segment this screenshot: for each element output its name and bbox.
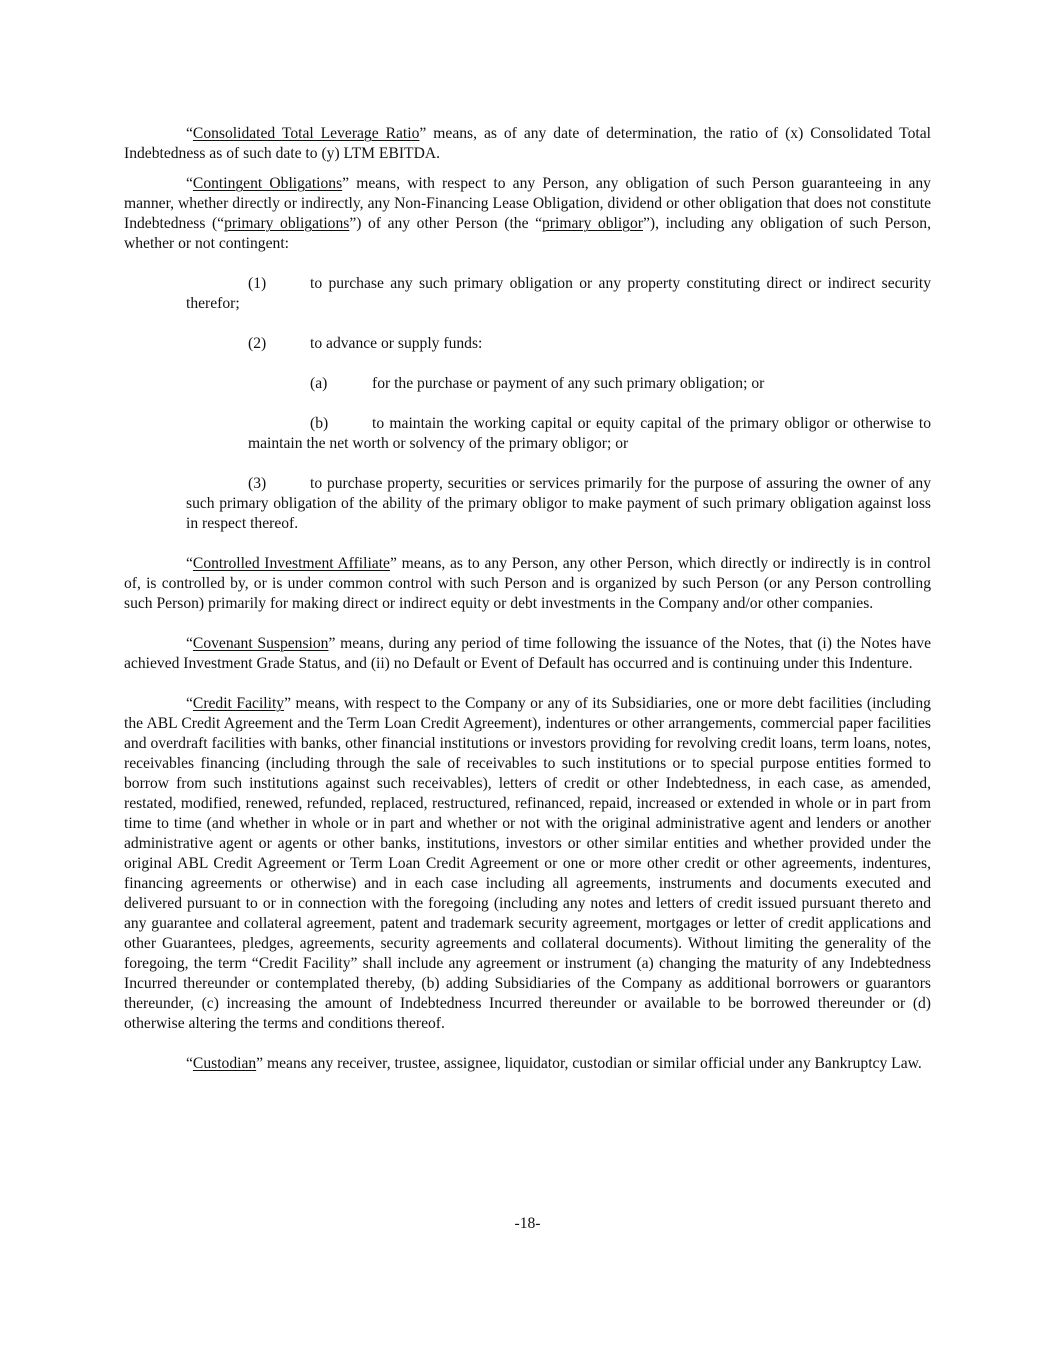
defined-term: Contingent Obligations [192,175,343,192]
clause-text: for the purchase or payment of any such primary obligation; or [372,375,765,392]
open-quote: “ [186,1055,193,1072]
clause-2 [186,334,931,354]
defined-term: Covenant Suspension [192,635,329,652]
definition-text: ” means, with respect to the Company or any of its Subsidiaries, one or more debt facilities (including the ABL Credit Agreement and the Term Loan Credit Agreement), indentures or other arrangements, commercial paper facilities and overdraft facilities with banks, other financial institutions or investors providing for revolving credit loans, term loans, notes, receivables financing (including through the sale of receivables to such institutions or to special purpose entities formed to borrow from such institutions against such receivables), letters of credit or other Indebtedness, in each case, as amended, restated, modified, renewed, refunded, replaced, restructured, refinanced, repaid, increased or extended in whole or in part from time to time (and whether in whole or in part and whether or not with the original administrative agent and lenders or another administrative agent or agents or other banks, institutions, investors or other similar entities and whether provided under the original ABL Credit Agreement or Term Loan Credit Agreement or one or more other credit or other agreements, indentures, financing agreements or otherwise) and in each case including all agreements, instruments and documents executed and delivered pursuant to or in connection with the foregoing (including any notes and letters of credit issued pursuant thereto and any guarantee and collateral agreement, patent and trademark security agreement, mortgages or letter of credit applications and other Guarantees, pledges, agreements, security agreements and collateral documents). Without limiting the generality of the foregoing, the term “Credit Facility” shall include any agreement or instrument (a) changing the maturity of any Indebtedness Incurred thereunder or contemplated thereby, (b) adding Subsidiaries of the Company as additional borrowers or guarantors thereunder, (c) increasing the amount of Indebtedness Incurred thereunder or available to be borrowed thereunder or (d) otherwise altering the terms and conditions thereof. [124,695,931,1032]
clause-label: (2) [248,335,267,352]
definition-text: ” means, as of any date of determination, the ratio of (x) Consolidated Total Indebtedness as of such date to (y) LTM EBITDA. [124,125,931,162]
definition-text: ” means, as to any Person, any other Person, which directly or indirectly is in control of, is controlled by, or is under common control with such Person and is organized by such Person (or any Person controlling such Person) primarily for making direct or indirect equity or debt investments in the Company and/or other companies. [124,555,931,612]
definition-consolidated-total-leverage-ratio [124,124,931,164]
defined-term: Consolidated Total Leverage Ratio [192,125,420,142]
open-quote: “ [186,555,193,572]
document-body [124,124,931,1074]
definition-text: ”), including any obligation of such Person, whether or not contingent: [124,215,931,252]
definition-credit-facility [124,694,931,1034]
clause-2b [248,414,931,454]
clause-text: to purchase property, securities or services primarily for the purpose of assuring the owner of any such primary obligation of the ability of the primary obligor to make payment of such primary obligation against loss in respect thereof. [186,475,931,532]
clause-3 [186,474,931,534]
clause-label: (1) [248,275,267,292]
clause-text: to advance or supply funds: [310,335,483,352]
clause-text: to purchase any such primary obligation or any property constituting direct or indirect security therefor; [186,275,931,312]
definition-text: ” means, during any period of time following the issuance of the Notes, that (i) the Notes have achieved Investment Grade Status, and (ii) no Default or Event of Default has occurred and is continuing under this Indenture. [124,635,931,672]
defined-term-primary-obligations: primary obligations [224,215,350,232]
page-number: -18- [514,1215,541,1232]
definition-custodian [124,1054,931,1074]
definition-text: ” means any receiver, trustee, assignee, liquidator, custodian or similar official under any Bankruptcy Law. [256,1055,922,1072]
clause-2a [248,374,931,394]
defined-term: Custodian [192,1055,257,1072]
open-quote: “ [186,695,193,712]
defined-term: Controlled Investment Affiliate [192,555,390,572]
definition-text: ” means, with respect to any Person, any obligation of such Person guaranteeing in any manner, whether directly or indirectly, any Non-Financing Lease Obligation, dividend or other obligation that does not constitute Indebtedness (“ [124,175,931,232]
open-quote: “ [186,635,193,652]
clause-label: (b) [310,415,329,432]
defined-term-primary-obligor: primary obligor [542,215,643,232]
clause-label: (3) [248,475,267,492]
clause-1 [186,274,931,314]
clause-label: (a) [310,375,328,392]
definition-contingent-obligations [124,174,931,254]
definition-controlled-investment-affiliate [124,554,931,614]
open-quote: “ [186,175,193,192]
clause-text: to maintain the working capital or equity capital of the primary obligor or otherwise to maintain the net worth or solvency of the primary obligor; or [248,415,931,452]
defined-term: Credit Facility [192,695,285,712]
open-quote: “ [186,125,193,142]
definition-covenant-suspension [124,634,931,674]
definition-text: ”) of any other Person (the “ [349,215,542,232]
